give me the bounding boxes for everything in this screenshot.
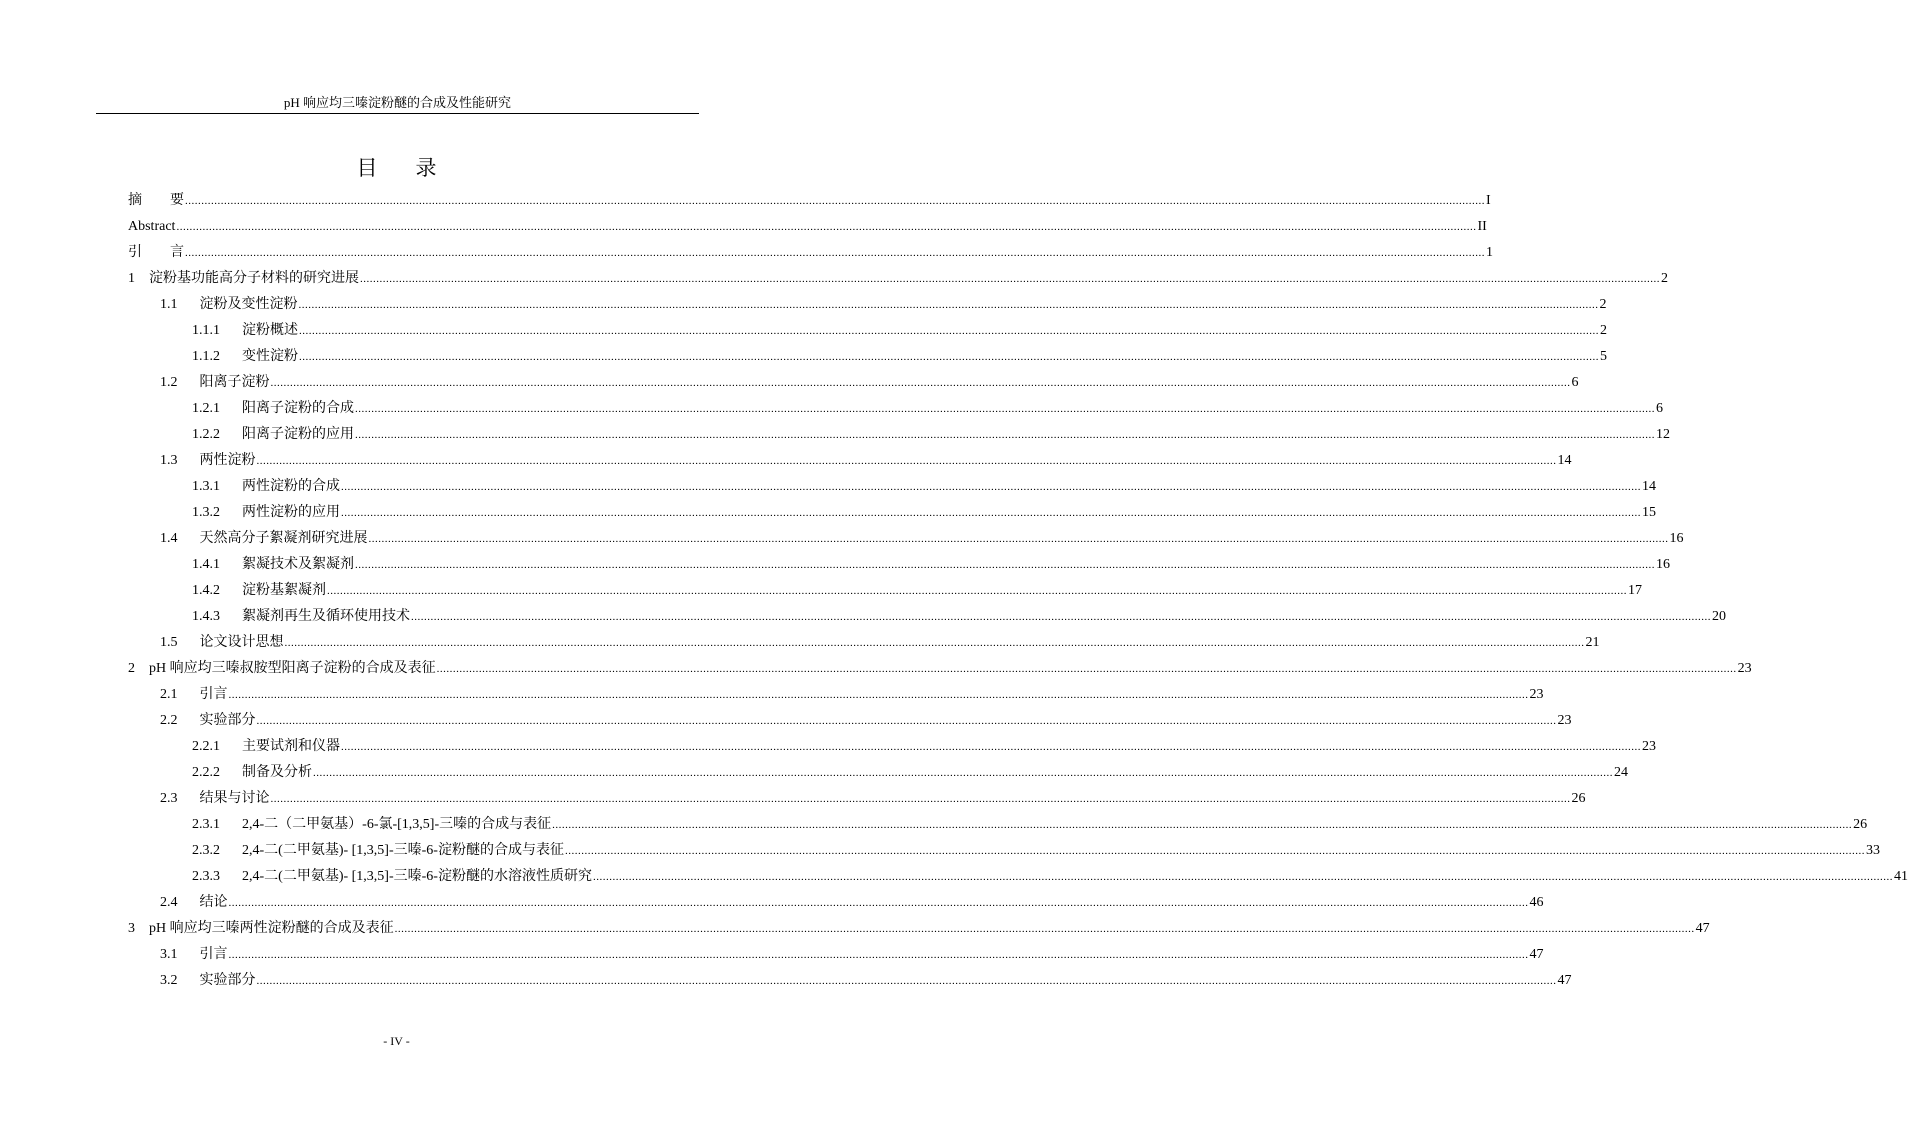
toc-entry-label: 阳离子淀粉的合成: [242, 401, 354, 416]
toc-entry-page: 2: [1599, 297, 1607, 312]
toc-entry-number: 1.2.1: [192, 401, 220, 416]
toc-entry-number: 1.1.1: [192, 323, 220, 338]
toc-entry-page: 16: [1669, 531, 1684, 546]
toc-title-part1: 目: [356, 156, 378, 180]
toc-entry-label: 阳离子淀粉: [199, 375, 270, 390]
toc-entry-number: 1.3.1: [192, 479, 220, 494]
toc-entry-page: II: [1477, 219, 1487, 234]
toc-entry[interactable]: [160, 704, 1572, 730]
toc-entry-label: 实验部分: [199, 973, 256, 988]
toc-entry[interactable]: [192, 496, 1656, 522]
toc-entry-page: 23: [1737, 661, 1752, 676]
toc-entry[interactable]: [192, 730, 1656, 756]
toc-dot-leader: ................................................................................................................................................................................................................................................................................................................................................................................................................: [313, 767, 1613, 779]
header-rule: [96, 113, 699, 114]
toc-entry-number: 1.4.2: [192, 583, 220, 598]
toc-entry-label: 制备及分析: [242, 765, 312, 780]
toc-dot-leader: ................................................................................................................................................................................................................................................................................................................................................................................................................: [564, 845, 1865, 857]
toc-entry-label: 2,4-二(二甲氨基)- [1,3,5]-三嗪-6-淀粉醚的水溶液性质研究: [242, 869, 592, 884]
toc-entry-label: 主要试剂和仪器: [242, 739, 340, 754]
toc-entry[interactable]: [192, 834, 1880, 860]
toc-entry-number: 1.2.2: [192, 427, 220, 442]
toc-entry[interactable]: [192, 548, 1670, 574]
toc-entry-page: 24: [1614, 765, 1628, 780]
toc-entry-label: pH 响应均三嗪叔胺型阳离子淀粉的合成及表征: [149, 661, 436, 676]
toc-dot-leader: ................................................................................................................................................................................................................................................................................................................................................................................................................: [327, 585, 1627, 597]
toc-entry-page: 5: [1600, 349, 1607, 364]
toc-entry-number: 3.2: [160, 973, 178, 988]
toc-entry-number: 2.4: [160, 895, 178, 910]
toc-entry-page: 15: [1642, 505, 1656, 520]
toc-entry-label: 2,4-二(二甲氨基)- [1,3,5]-三嗪-6-淀粉醚的合成与表征: [242, 843, 564, 858]
toc-entry-label: 结论: [199, 895, 228, 910]
toc-entry[interactable]: [192, 470, 1656, 496]
toc-entry[interactable]: [192, 600, 1726, 626]
toc-entry[interactable]: [192, 418, 1670, 444]
toc-entry-number: 2.3: [160, 791, 178, 806]
toc-dot-leader: ................................................................................................................................................................................................................................................................................................................................................................................................................: [270, 377, 1571, 389]
running-header: pH 响应均三嗪淀粉醚的合成及性能研究: [283, 95, 512, 110]
toc-entry[interactable]: [192, 392, 1663, 418]
toc-entry-label: pH 响应均三嗪两性淀粉醚的合成及表征: [149, 921, 394, 936]
toc-entry-label: 两性淀粉的应用: [242, 505, 340, 520]
toc-dot-leader: ................................................................................................................................................................................................................................................................................................................................................................................................................: [341, 507, 1641, 519]
toc-entry-label: 引 言: [128, 245, 184, 260]
toc-entry-label: 淀粉及变性淀粉: [199, 297, 298, 312]
toc-entry[interactable]: [128, 236, 1493, 262]
toc-entry-page: 20: [1712, 609, 1726, 624]
toc-title-part2: 录: [415, 156, 437, 180]
toc-dot-leader: ................................................................................................................................................................................................................................................................................................................................................................................................................: [228, 689, 1529, 701]
toc-entry[interactable]: [160, 678, 1544, 704]
toc-entry-page: 12: [1656, 427, 1670, 442]
toc-entry-label: 2,4-二（二甲氨基）-6-氯-[1,3,5]-三嗪的合成与表征: [242, 817, 552, 832]
toc-entry-page: 23: [1642, 739, 1656, 754]
toc-entry-label: 结果与讨论: [199, 791, 270, 806]
toc-dot-leader: ................................................................................................................................................................................................................................................................................................................................................................................................................: [394, 923, 1695, 935]
toc-entry-page: 23: [1557, 713, 1572, 728]
toc-dot-leader: ................................................................................................................................................................................................................................................................................................................................................................................................................: [228, 897, 1529, 909]
toc-entry[interactable]: [160, 782, 1586, 808]
toc-dot-leader: ................................................................................................................................................................................................................................................................................................................................................................................................................: [185, 247, 1485, 259]
toc-entry-page: 6: [1656, 401, 1663, 416]
toc-entry-label: 论文设计思想: [199, 635, 284, 650]
toc-entry-label: 淀粉概述: [242, 323, 298, 338]
toc-entry[interactable]: [160, 522, 1684, 548]
toc-entry-page: 47: [1695, 921, 1710, 936]
toc-entry-page: 2: [1600, 323, 1607, 338]
toc-entry-page: 17: [1628, 583, 1642, 598]
toc-entry-number: 3: [128, 921, 135, 936]
toc-dot-leader: ................................................................................................................................................................................................................................................................................................................................................................................................................: [299, 351, 1599, 363]
toc-entry-label: Abstract: [128, 219, 176, 234]
toc-dot-leader: ................................................................................................................................................................................................................................................................................................................................................................................................................: [256, 715, 1557, 727]
toc-entry-page: 16: [1656, 557, 1670, 572]
toc-entry[interactable]: [192, 808, 1868, 834]
toc-entry-page: 33: [1865, 843, 1880, 858]
toc-entry-page: 47: [1529, 947, 1544, 962]
toc-dot-leader: ................................................................................................................................................................................................................................................................................................................................................................................................................: [256, 455, 1557, 467]
toc-entry-page: 23: [1529, 687, 1544, 702]
toc-entry[interactable]: [192, 860, 1908, 886]
toc-entry[interactable]: [160, 288, 1607, 314]
toc-entry-page: 46: [1529, 895, 1544, 910]
toc-dot-leader: ................................................................................................................................................................................................................................................................................................................................................................................................................: [436, 663, 1737, 675]
toc-dot-leader: ................................................................................................................................................................................................................................................................................................................................................................................................................: [341, 741, 1641, 753]
toc-entry[interactable]: [160, 938, 1544, 964]
toc-entry[interactable]: [128, 184, 1491, 210]
toc-entry-label: 絮凝技术及絮凝剂: [242, 557, 354, 572]
toc-entry-page: 14: [1642, 479, 1656, 494]
toc-entry[interactable]: [160, 366, 1579, 392]
toc-entry-label: 变性淀粉: [242, 349, 298, 364]
toc-entry-number: 2: [128, 661, 135, 676]
toc-dot-leader: ................................................................................................................................................................................................................................................................................................................................................................................................................: [256, 975, 1557, 987]
toc-entry-page: I: [1486, 193, 1491, 208]
toc-dot-leader: ................................................................................................................................................................................................................................................................................................................................................................................................................: [299, 325, 1599, 337]
toc-entry-page: 6: [1571, 375, 1579, 390]
toc-dot-leader: ................................................................................................................................................................................................................................................................................................................................................................................................................: [185, 195, 1485, 207]
toc-entry-page: 1: [1486, 245, 1493, 260]
toc-dot-leader: ................................................................................................................................................................................................................................................................................................................................................................................................................: [360, 273, 1660, 285]
toc-entry-label: 引言: [199, 687, 228, 702]
toc-entry-label: 引言: [199, 947, 228, 962]
toc-entry[interactable]: [192, 756, 1628, 782]
toc-entry-label: 阳离子淀粉的应用: [242, 427, 354, 442]
toc-entry-number: 1.4.1: [192, 557, 220, 572]
toc-dot-leader: ................................................................................................................................................................................................................................................................................................................................................................................................................: [355, 403, 1655, 415]
toc-entry-label: 两性淀粉的合成: [242, 479, 340, 494]
toc-dot-leader: ................................................................................................................................................................................................................................................................................................................................................................................................................: [284, 637, 1585, 649]
toc-entry-number: 2.2.2: [192, 765, 220, 780]
toc-title: [0, 153, 793, 183]
toc-entry-number: 2.3.2: [192, 843, 220, 858]
page-number: - IV -: [383, 1034, 410, 1048]
toc-entry-page: 21: [1585, 635, 1600, 650]
toc-entry[interactable]: [128, 210, 1487, 236]
toc-entry-label: 淀粉基絮凝剂: [242, 583, 326, 598]
toc-entry-number: 1.3.2: [192, 505, 220, 520]
toc-entry-number: 2.2.1: [192, 739, 220, 754]
toc-entry-page: 26: [1853, 817, 1868, 832]
toc-entry[interactable]: [192, 314, 1607, 340]
toc-entry-page: 47: [1557, 973, 1572, 988]
toc-dot-leader: ................................................................................................................................................................................................................................................................................................................................................................................................................: [355, 429, 1655, 441]
toc-dot-leader: ................................................................................................................................................................................................................................................................................................................................................................................................................: [341, 481, 1641, 493]
toc-entry-number: 2.1: [160, 687, 178, 702]
toc-entry-page: 2: [1661, 271, 1668, 286]
toc-entry-number: 1.2: [160, 375, 178, 390]
toc-entry[interactable]: [192, 574, 1642, 600]
toc-entry-label: 摘 要: [128, 193, 184, 208]
toc-entry-label: 淀粉基功能高分子材料的研究进展: [149, 271, 359, 286]
toc-dot-leader: ................................................................................................................................................................................................................................................................................................................................................................................................................: [355, 559, 1655, 571]
toc-entry-number: 1.4.3: [192, 609, 220, 624]
toc-entry-page: 14: [1557, 453, 1572, 468]
toc-entry-number: 1.4: [160, 531, 178, 546]
toc-entry-number: 2.2: [160, 713, 178, 728]
toc-dot-leader: ................................................................................................................................................................................................................................................................................................................................................................................................................: [411, 611, 1711, 623]
toc-entry[interactable]: [160, 444, 1572, 470]
toc-dot-leader: ................................................................................................................................................................................................................................................................................................................................................................................................................: [270, 793, 1571, 805]
toc-entry-label: 絮凝剂再生及循环使用技术: [242, 609, 410, 624]
toc-entry-number: 1.1.2: [192, 349, 220, 364]
toc-entry-label: 实验部分: [199, 713, 256, 728]
toc-entry-label: 天然高分子絮凝剂研究进展: [199, 531, 368, 546]
toc-dot-leader: ................................................................................................................................................................................................................................................................................................................................................................................................................: [592, 871, 1893, 883]
toc-dot-leader: ................................................................................................................................................................................................................................................................................................................................................................................................................: [176, 221, 1477, 233]
toc-entry-page: 41: [1893, 869, 1908, 884]
toc-dot-leader: ................................................................................................................................................................................................................................................................................................................................................................................................................: [228, 949, 1529, 961]
toc-dot-leader: ................................................................................................................................................................................................................................................................................................................................................................................................................: [368, 533, 1669, 545]
toc-entry-number: 1.1: [160, 297, 178, 312]
toc-entry-label: 两性淀粉: [199, 453, 256, 468]
toc-entry-number: 1.3: [160, 453, 178, 468]
toc-entry[interactable]: [128, 262, 1668, 288]
toc-entry[interactable]: [128, 652, 1752, 678]
toc-entry[interactable]: [160, 964, 1572, 990]
toc-entry-number: 3.1: [160, 947, 178, 962]
toc-entry[interactable]: [160, 886, 1544, 912]
toc-entry[interactable]: [192, 340, 1607, 366]
toc-entry-number: 1.5: [160, 635, 178, 650]
toc-entry[interactable]: [128, 912, 1710, 938]
toc-dot-leader: ................................................................................................................................................................................................................................................................................................................................................................................................................: [552, 819, 1853, 831]
toc-entry-number: 2.3.3: [192, 869, 220, 884]
toc-entry[interactable]: [160, 626, 1600, 652]
toc-dot-leader: ................................................................................................................................................................................................................................................................................................................................................................................................................: [298, 299, 1599, 311]
toc-entry-number: 2.3.1: [192, 817, 220, 832]
toc-entry-page: 26: [1571, 791, 1586, 806]
toc-entry-number: 1: [128, 271, 135, 286]
